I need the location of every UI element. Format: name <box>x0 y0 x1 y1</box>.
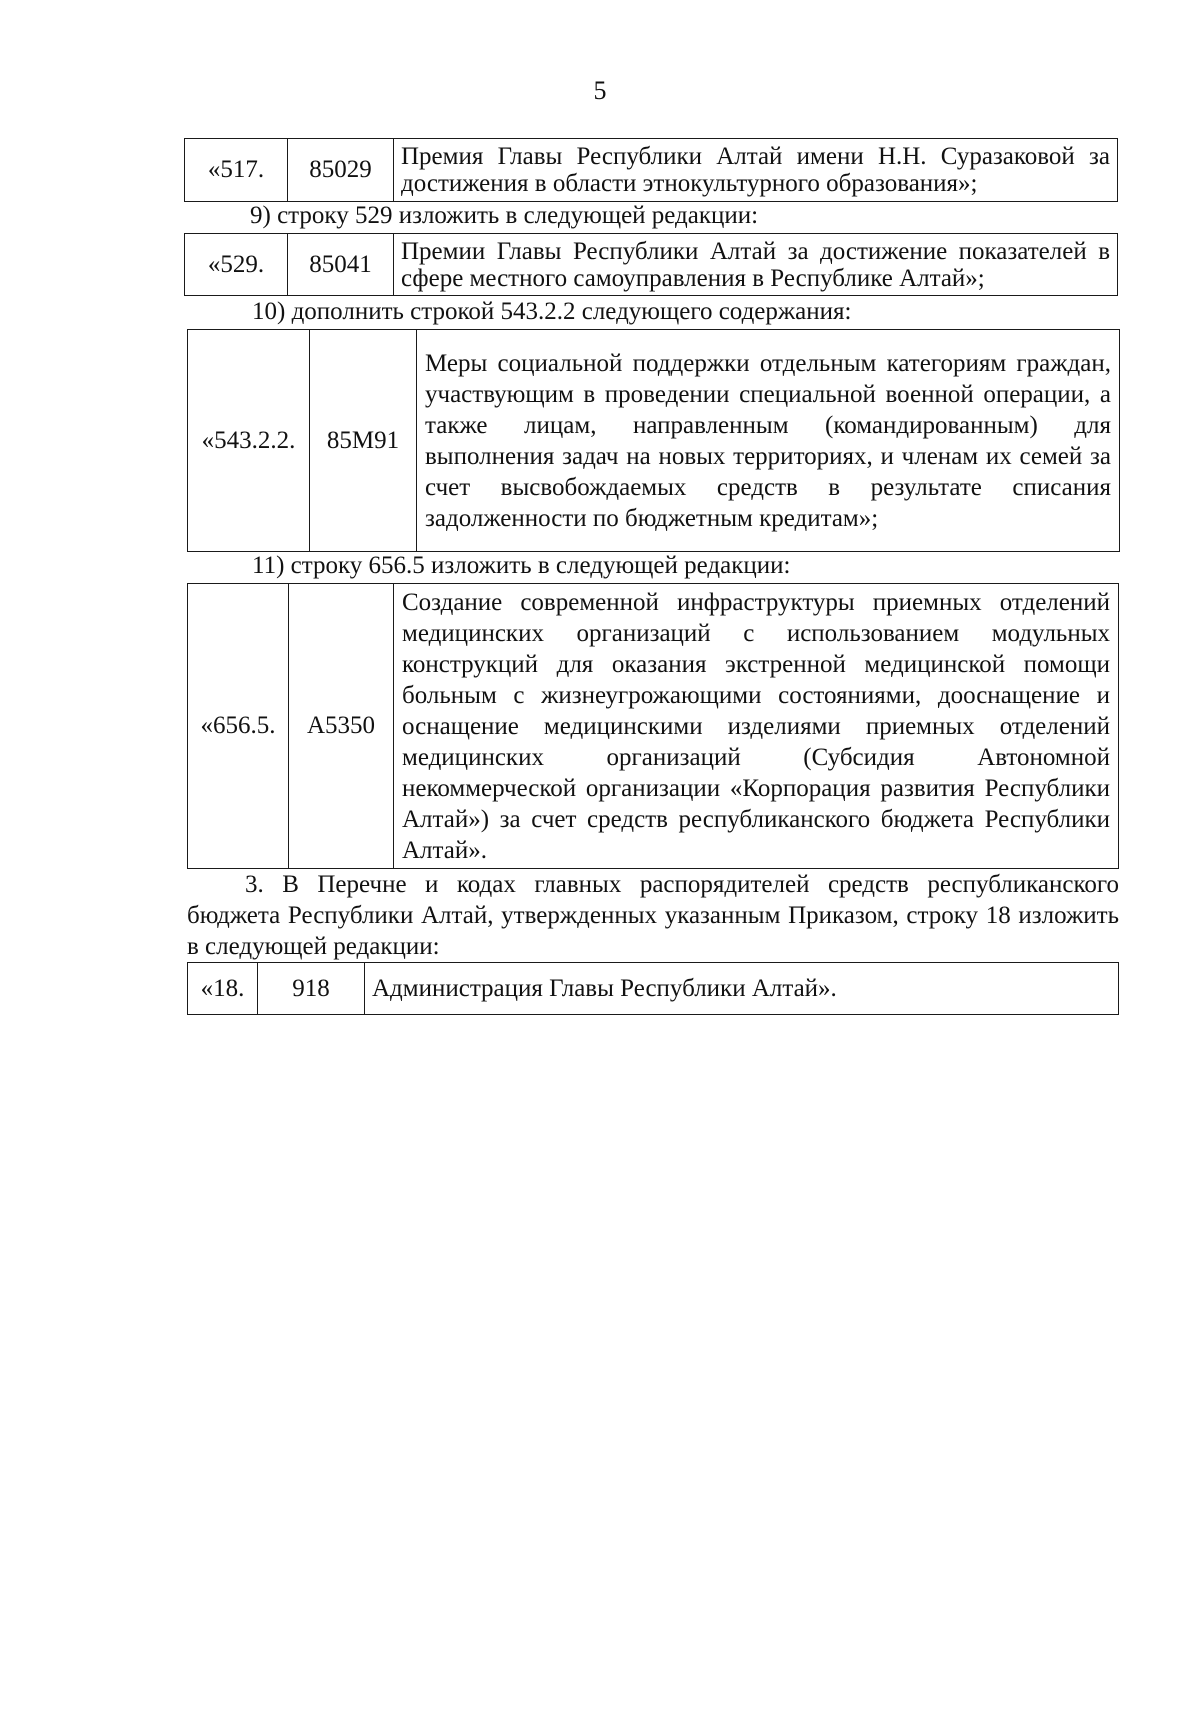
paragraph-text: 3. В Перечне и кодах главных распорядителей средств республиканского бюджета Республики Алтай, утвержденных указанным Приказом, строку 18 изложить в следующей редакции: <box>187 871 1119 960</box>
instruction-line: 11) строку 656.5 изложить в следующей редакции: <box>252 552 791 579</box>
page-number: 5 <box>593 76 607 105</box>
row-number: «18. <box>188 963 258 1015</box>
table-row-18 <box>187 962 1119 1015</box>
row-code: 85041 <box>288 234 394 296</box>
instruction-line: 9) строку 529 изложить в следующей редакции: <box>250 202 759 229</box>
table-row-543-2-2 <box>187 329 1120 552</box>
row-text: Администрация Главы Республики Алтай». <box>365 963 1119 1015</box>
row-number: «529. <box>185 234 288 296</box>
table-row-656-5 <box>187 583 1119 869</box>
row-text: Премии Главы Республики Алтай за достижение показателей в сфере местного самоуправления в Республике Алтай»; <box>394 234 1118 296</box>
row-text: Премия Главы Республики Алтай имени Н.Н. Суразаковой за достижения в области этнокультурного образования»; <box>394 139 1118 202</box>
table-row-517 <box>184 138 1118 202</box>
row-text: Меры социальной поддержки отдельным категориям граждан, участвующим в проведении специальной военной операции, а также лицам, направленным (командированным) для выполнения задач на новых территориях, и членам их семей за счет высвобождаемых средств в результате списания задолженности по бюджетным кредитам»; <box>417 330 1120 552</box>
row-code: 918 <box>258 963 365 1015</box>
row-text: Создание современной инфраструктуры приемных отделений медицинских организаций с использованием модульных конструкций для оказания экстренной медицинской помощи больным с жизнеугрожающими состояниями, дооснащение и оснащение медицинскими изделиями приемных отделений медицинских организаций (Субсидия Автономной некоммерческой организации «Корпорация развития Республики Алтай») за счет средств республиканского бюджета Республики Алтай». <box>394 584 1119 869</box>
row-number: «543.2.2. <box>188 330 310 552</box>
row-code: 85М91 <box>310 330 417 552</box>
table-row-529 <box>184 233 1118 296</box>
row-number: «656.5. <box>188 584 289 869</box>
instruction-line: 10) дополнить строкой 543.2.2 следующего содержания: <box>252 298 852 325</box>
paragraph-3 <box>187 869 1119 962</box>
row-code: А5350 <box>289 584 394 869</box>
row-number: «517. <box>185 139 288 202</box>
row-code: 85029 <box>288 139 394 202</box>
